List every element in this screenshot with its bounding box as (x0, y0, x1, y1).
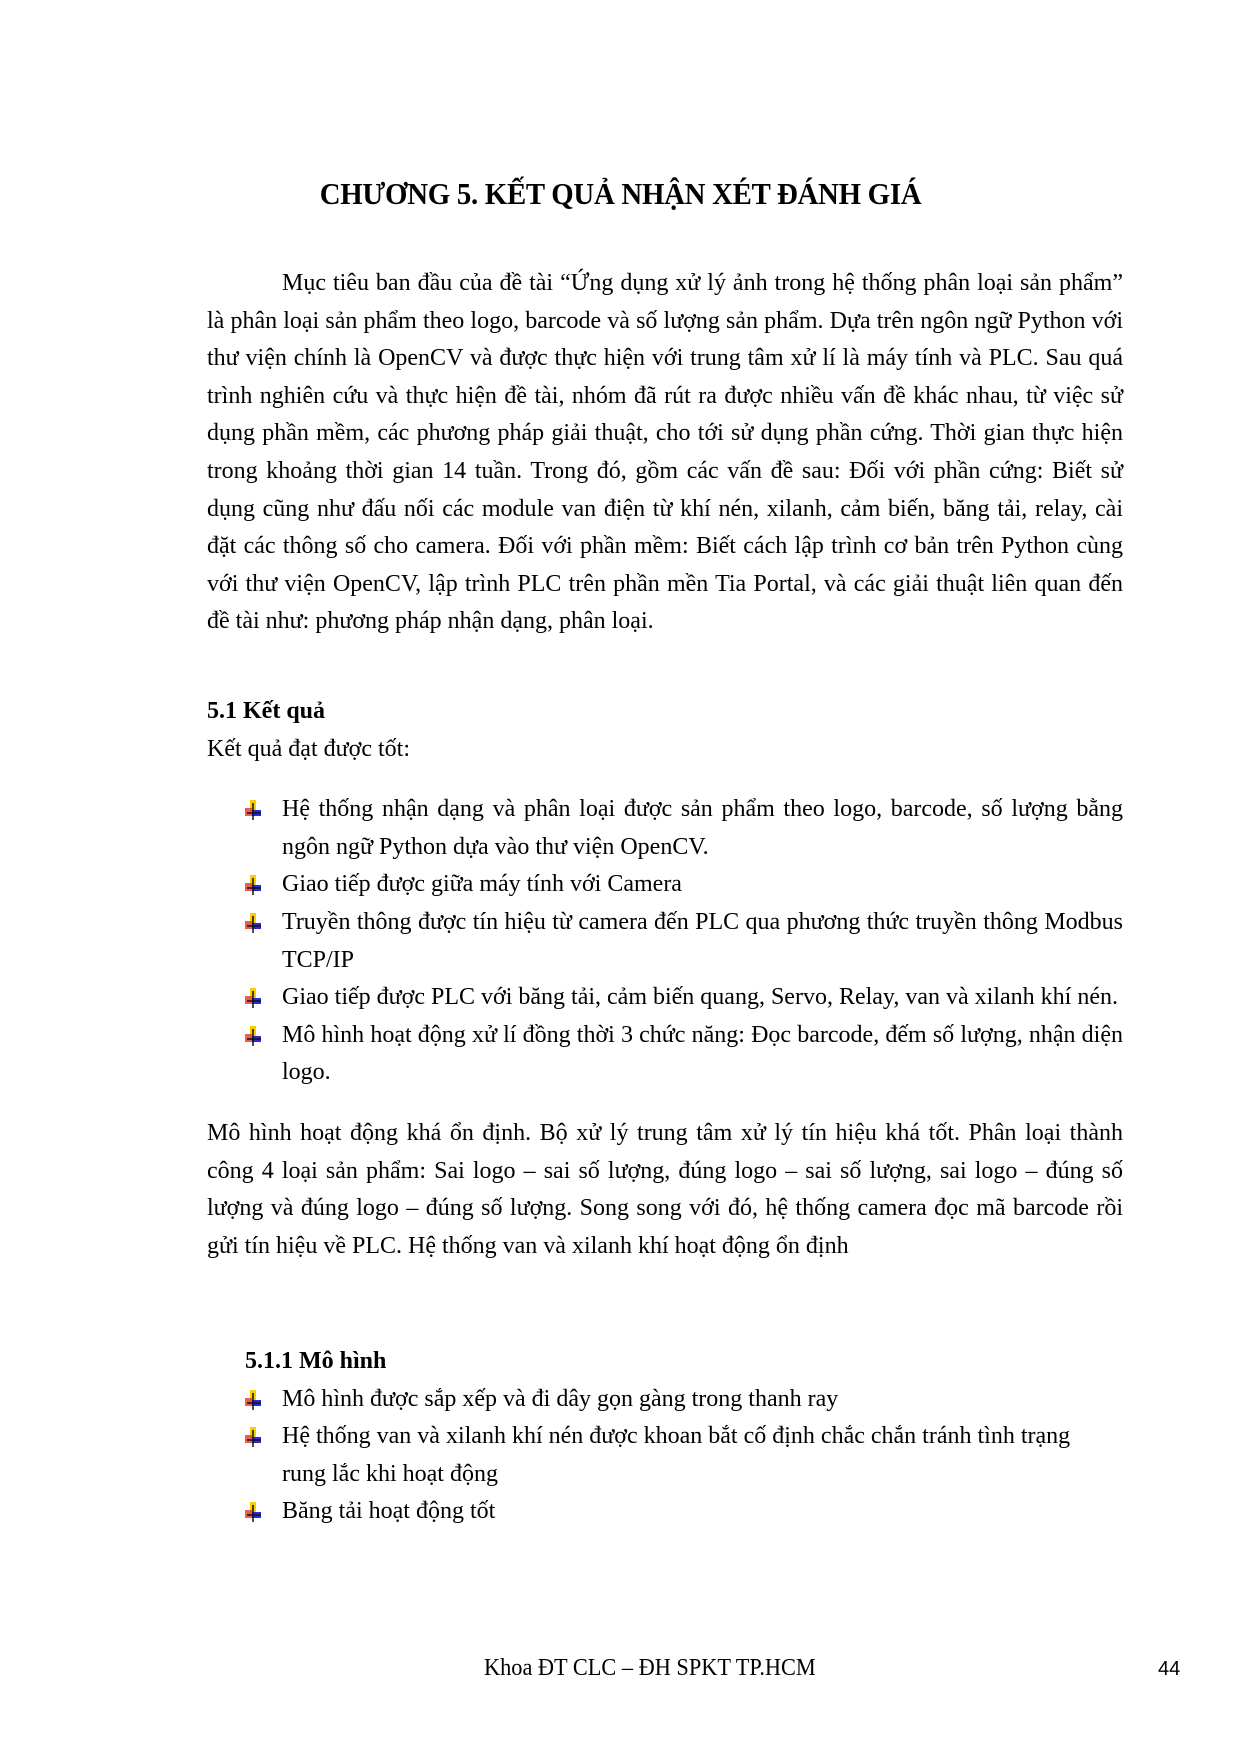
intro-paragraph: Mục tiêu ban đầu của đề tài “Ứng dụng xử lý ảnh trong hệ thống phân loại sản phẩm” là phân loại sản phẩm theo logo, barcode và số lượng sản phẩm. Dựa trên ngôn ngữ Python với thư viện chính là OpenCV và được thực hiện với trung tâm xử lí là máy tính và PLC. Sau quá trình nghiên cứu và thực hiện đề tài, nhóm đã rút ra được nhiều vấn đề khác nhau, từ việc sử dụng phần mềm, các phương pháp giải thuật, cho tới sử dụng phần cứng. Thời gian thực hiện trong khoảng thời gian 14 tuần. Trong đó, gồm các vấn đề sau: Đối với phần cứng: Biết sử dụng cũng như đấu nối các module van điện từ khí nén, xilanh, cảm biến, băng tải, relay, cài đặt các thông số cho camera. Đối với phần mềm: Biết cách lập trình cơ bản trên Python cùng với thư viện OpenCV, lập trình PLC trên phần mền Tia Portal, và các giải thuật liên quan đến đề tài như: phương pháp nhận dạng, phân loại. (207, 270, 1123, 635)
chapter-title: CHƯƠNG 5. KẾT QUẢ NHẬN XÉT ĐÁNH GIÁ (319, 176, 922, 211)
footer-institution: Khoa ĐT CLC – ĐH SPKT TP.HCM (484, 1655, 816, 1681)
list-item-text: Mô hình được sắp xếp và đi dây gọn gàng trong thanh ray (282, 1385, 839, 1412)
list-item (207, 791, 1123, 866)
list-item (207, 1381, 1123, 1419)
arrow-bullet-icon (245, 1390, 263, 1410)
list-item (207, 904, 1123, 979)
arrow-bullet-icon (245, 1427, 263, 1447)
intro-section (207, 265, 1123, 641)
list-item-text: Giao tiếp được PLC với băng tải, cảm biến quang, Servo, Relay, van và xilanh khí nén. (282, 984, 1118, 1011)
arrow-bullet-icon (245, 913, 263, 933)
list-item-text: Giao tiếp được giữa máy tính với Camera (282, 871, 682, 898)
page-number: 44 (1158, 1658, 1181, 1680)
model-list (207, 1381, 1123, 1531)
list-item (207, 866, 1123, 904)
subsection-heading: 5.1.1 Mô hình (245, 1348, 387, 1374)
list-item (207, 1418, 1123, 1493)
arrow-bullet-icon (245, 1026, 263, 1046)
section-lead: Kết quả đạt được tốt: (207, 735, 410, 762)
summary-paragraph: Mô hình hoạt động khá ổn định. Bộ xử lý trung tâm xử lý tín hiệu khá tốt. Phân loại thành công 4 loại sản phẩm: Sai logo – sai số lượng, đúng logo – sai số lượng, sai logo – đúng số lượng và đúng logo – đúng số lượng. Song song với đó, hệ thống camera đọc mã barcode rồi gửi tín hiệu về PLC. Hệ thống van và xilanh khí hoạt động ổn định (207, 1119, 1123, 1259)
list-item-text: Mô hình hoạt động xử lí đồng thời 3 chức năng: Đọc barcode, đếm số lượng, nhận diện logo. (282, 1021, 1123, 1086)
section-5-1 (207, 693, 1123, 1265)
list-item-text: Truyền thông được tín hiệu từ camera đến PLC qua phương thức truyền thông Modbus TCP/IP (282, 908, 1123, 973)
list-item-text: Hệ thống nhận dạng và phân loại được sản phẩm theo logo, barcode, số lượng bằng ngôn ngữ Python dựa vào thư viện OpenCV. (282, 796, 1123, 860)
section-heading: 5.1 Kết quả (207, 698, 326, 724)
list-item-text: Băng tải hoạt động tốt (282, 1498, 496, 1525)
arrow-bullet-icon (245, 988, 263, 1008)
list-item (207, 979, 1123, 1017)
arrow-bullet-icon (245, 800, 263, 820)
section-5-1-1 (207, 1343, 1123, 1531)
results-list (207, 791, 1123, 1092)
arrow-bullet-icon (245, 1502, 263, 1522)
list-item (207, 1017, 1123, 1092)
list-item-text: Hệ thống van và xilanh khí nén được khoan bắt cố định chắc chắn tránh tình trạng rung lắc khi hoạt động (282, 1423, 1071, 1487)
arrow-bullet-icon (245, 875, 263, 895)
list-item (207, 1493, 1123, 1531)
